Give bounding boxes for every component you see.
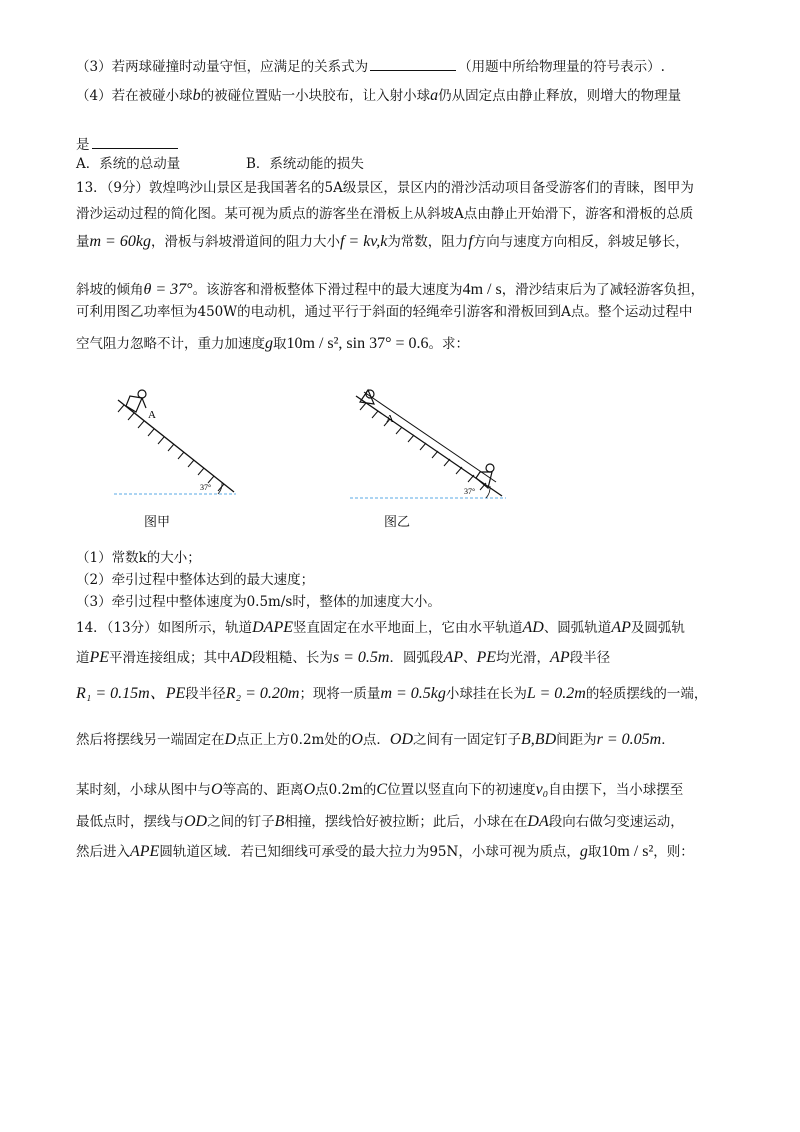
q14-line6 (76, 814, 684, 830)
motor-icon (360, 390, 374, 404)
answer-blank (370, 58, 456, 71)
text: 、圆弧轨道 (543, 620, 612, 636)
text: 的被碰位置贴一小块胶布，让入射小球 (200, 88, 431, 104)
text: 量 (76, 234, 90, 250)
q14-line4 (76, 732, 675, 748)
text: 取 (587, 844, 602, 860)
var-b: B (274, 813, 285, 830)
q13-figures (76, 384, 746, 544)
text: 为常数，阻力 (387, 234, 469, 250)
text: 平滑连接组成；其中 (109, 650, 231, 666)
formula-constants: 10m / s², sin 37° = 0.6 (286, 335, 429, 352)
var-g: g (579, 843, 588, 860)
q13-line4 (76, 282, 704, 298)
answer-blank (92, 136, 178, 149)
text: 等高的、距离 (222, 782, 304, 798)
caption-jia: 图甲 (144, 515, 171, 530)
q13-line6 (76, 336, 469, 352)
var-a: a (430, 87, 439, 104)
text: 。该游客和滑板整体下滑过程中的最大速度为 (192, 282, 463, 298)
text: （3）若两球碰撞时动量守恒，应满足的关系式为 (76, 59, 369, 75)
q14-line1 (76, 620, 685, 636)
text: 、 (463, 650, 477, 666)
text: ，滑沙结束后为了减轻游客负担， (501, 282, 705, 298)
var-ap: AP (550, 649, 570, 666)
var-d: D (224, 731, 237, 748)
text: 段粗糙、长为 (251, 650, 333, 666)
q12-part4-cont (76, 136, 180, 153)
text: 小球挂在长为 (445, 686, 527, 702)
text: 方向与速度方向相反，斜坡足够长， (472, 234, 689, 250)
q13-sub1: （1）常数k的大小； (76, 550, 201, 566)
q13-sub2: （2）牵引过程中整体达到的最大速度； (76, 572, 315, 588)
text: 仍从固定点由静止释放，则增大的物理量 (438, 88, 682, 104)
text: ．圆弧段 (389, 650, 444, 666)
var-od: OD (389, 731, 414, 748)
var-o: O (211, 781, 223, 798)
slope-hatching (118, 405, 224, 491)
caption-yi: 图乙 (384, 515, 411, 530)
text: 段半径 (569, 650, 611, 666)
formula-r1: R₁ = 0.15m、PE (76, 685, 186, 702)
var-ap: AP (611, 619, 631, 636)
text: ；现将一质量 (299, 686, 381, 702)
formula-mass: m = 0.5kg (380, 685, 446, 702)
text: 然后将摆线另一端固定在 (76, 732, 225, 748)
label-A: A (148, 409, 156, 421)
slope-hatching (360, 403, 486, 490)
text: 均光滑， (496, 650, 551, 666)
text: 竖直固定在水平地面上，它由水平轨道 (292, 620, 523, 636)
q14-line5 (76, 782, 683, 798)
text: 。求： (428, 336, 470, 352)
text: 段半径 (185, 686, 226, 702)
text: 最低点时，摆线与 (76, 814, 184, 830)
q13-line5: 可利用图乙功率恒为450W的电动机，通过平行于斜面的轻绳牵引游客和滑板回到A点。整个运动过程中 (76, 304, 693, 320)
text: 然后进入 (76, 844, 130, 860)
angle-label: 37° (200, 483, 212, 492)
formula-angle: θ = 37° (143, 281, 193, 298)
var-da: DA (527, 813, 549, 830)
angle-label: 37° (464, 487, 476, 496)
text: 斜坡的倾角 (76, 282, 144, 298)
formula-r2: R₂ = 0.20m (225, 685, 300, 702)
var-ape: APE (130, 843, 160, 860)
text: 空气阻力忽略不计，重力加速度 (76, 336, 265, 352)
var-pe: PE (89, 649, 110, 666)
q12-options (76, 158, 364, 172)
text: 段向右做匀变速运动， (548, 814, 684, 830)
figure-jia (106, 384, 246, 504)
text: ． (661, 732, 675, 748)
text: ，则： (653, 844, 694, 860)
formula-mass: m = 60kg (89, 233, 151, 250)
text: 取 (273, 336, 287, 352)
q14-line3 (76, 686, 707, 702)
var-ad: AD (230, 649, 252, 666)
rope-line (364, 392, 496, 482)
var-bbd: B,BD (521, 731, 557, 748)
var-g: g (265, 335, 273, 352)
option-a: A．系统的总动量 (76, 156, 181, 172)
var-o: O (351, 731, 363, 748)
text: 点0.2m的 (315, 782, 377, 798)
var-dape: DAPE (252, 619, 293, 636)
text: ，滑板与斜坡滑道间的阻力大小 (150, 234, 340, 250)
text: 自由摆下，当小球摆至 (548, 782, 684, 798)
text: 及圆弧轨 (630, 620, 685, 636)
text: 的轻质摆线的一端， (585, 686, 708, 702)
q12-part3 (76, 58, 665, 75)
var-od: OD (184, 813, 208, 830)
text: 某时刻，小球从图中与 (76, 782, 211, 798)
text: 之间的钉子 (207, 814, 275, 830)
formula-r: r = 0.05m (596, 731, 662, 748)
figure-yi (346, 384, 516, 514)
text: 点正上方0.2m处的 (236, 732, 352, 748)
var-ap: AP (443, 649, 463, 666)
var-o: O (303, 781, 316, 798)
var-pe: PE (476, 649, 497, 666)
q13-sub3: （3）牵引过程中整体速度为0.5m/s时，整体的加速度大小。 (76, 594, 441, 610)
q12-part4 (76, 88, 681, 104)
var-v0: v₀ (535, 781, 549, 798)
var-c: C (376, 781, 388, 798)
q13-line2: 滑沙运动过程的简化图。某可视为质点的游客坐在滑板上从斜坡A点由静止开始滑下，游客和滑板的总质 (76, 206, 694, 222)
var-ad: AD (522, 619, 544, 636)
text: 14．（13分）如图所示，轨道 (76, 620, 253, 636)
text: （用题中所给物理量的符号表示）. (458, 59, 665, 75)
formula-s: s = 0.5m (332, 649, 390, 666)
text: 位置以竖直向下的初速度 (387, 782, 536, 798)
q13-line1: 13．（9分）敦煌鸣沙山景区是我国著名的5A级景区，景区内的滑沙活动项目备受游客们的青睐，图甲为 (76, 180, 694, 196)
text: 之间有一固定钉子 (413, 732, 522, 748)
q14-line7 (76, 844, 694, 860)
text: 相撞，摆线恰好被拉断；此后，小球在在 (284, 814, 528, 830)
text: （4）若在被碰小球 (76, 88, 193, 104)
formula-length: L = 0.2m (526, 685, 586, 702)
label-A: A (386, 413, 394, 425)
option-b: B．系统动能的损失 (246, 156, 364, 172)
text: 点． (362, 732, 390, 748)
text: 道 (76, 650, 90, 666)
q14-line2 (76, 650, 610, 666)
formula-drag: f = kv,k (339, 233, 388, 250)
q13-line3 (76, 234, 689, 250)
text: 是 (76, 137, 90, 153)
text: 间距为 (556, 732, 597, 748)
var-f: f (468, 233, 473, 250)
formula-g: 10m / s² (601, 843, 654, 860)
var-b: b (192, 87, 201, 104)
text: 圆轨道区域．若已知细线可承受的最大拉力为95N，小球可视为质点， (159, 844, 580, 860)
formula-vmax: 4m / s (462, 281, 502, 298)
